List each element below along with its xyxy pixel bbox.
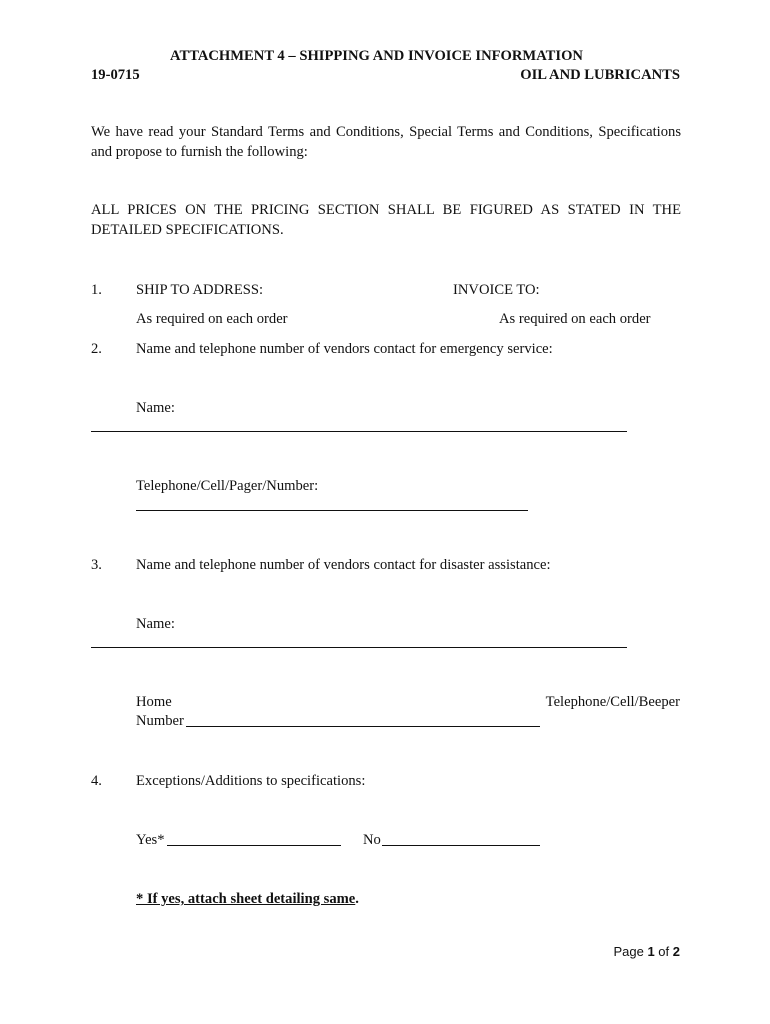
emergency-name-label: Name:	[136, 400, 175, 416]
disaster-phone-label: Telephone/Cell/Beeper	[545, 694, 680, 710]
emergency-name-field[interactable]	[91, 431, 627, 432]
exceptions-note	[136, 892, 359, 907]
disaster-number-field[interactable]	[186, 726, 540, 727]
disaster-name-label: Name:	[136, 616, 175, 632]
exceptions-note-text: * If yes, attach sheet detailing same	[136, 891, 356, 907]
page-prefix: Page	[613, 944, 644, 959]
item-2-text: Name and telephone number of vendors contact for emergency service:	[136, 341, 553, 357]
disaster-home-label: Home	[136, 694, 172, 710]
no-field[interactable]	[382, 845, 540, 846]
invoice-to-label: INVOICE TO:	[453, 282, 540, 298]
ship-to-value: As required on each order	[136, 311, 288, 327]
yes-label: Yes*	[136, 832, 165, 848]
item-3-text: Name and telephone number of vendors contact for disaster assistance:	[136, 557, 551, 573]
item-4-number: 4.	[91, 773, 102, 789]
page-total: 2	[672, 944, 680, 959]
invoice-to-value: As required on each order	[499, 311, 651, 327]
page-number	[613, 945, 680, 958]
bid-number: 19-0715	[91, 67, 140, 83]
page-of: of	[658, 944, 670, 959]
item-1-number: 1.	[91, 282, 102, 298]
yes-field[interactable]	[167, 845, 341, 846]
intro-paragraph: We have read your Standard Terms and Conditions, Special Terms and Conditions, Specifications and propose to furnish the following:	[91, 124, 681, 160]
disaster-number-label: Number	[136, 713, 184, 729]
page-current: 1	[647, 944, 655, 959]
pricing-note: ALL PRICES ON THE PRICING SECTION SHALL BE FIGURED AS STATED IN THE DETAILED SPECIFICATIONS.	[91, 202, 681, 238]
no-label: No	[363, 832, 381, 848]
emergency-phone-field[interactable]	[136, 510, 528, 511]
item-2-number: 2.	[91, 341, 102, 357]
exceptions-note-period: .	[355, 891, 359, 907]
bid-subject: OIL AND LUBRICANTS	[520, 67, 680, 83]
item-4-text: Exceptions/Additions to specifications:	[136, 773, 366, 789]
disaster-name-field[interactable]	[91, 647, 627, 648]
document-title: ATTACHMENT 4 – SHIPPING AND INVOICE INFORMATION	[170, 48, 583, 64]
emergency-phone-label: Telephone/Cell/Pager/Number:	[136, 478, 319, 494]
item-3-number: 3.	[91, 557, 102, 573]
ship-to-label: SHIP TO ADDRESS:	[136, 282, 264, 298]
